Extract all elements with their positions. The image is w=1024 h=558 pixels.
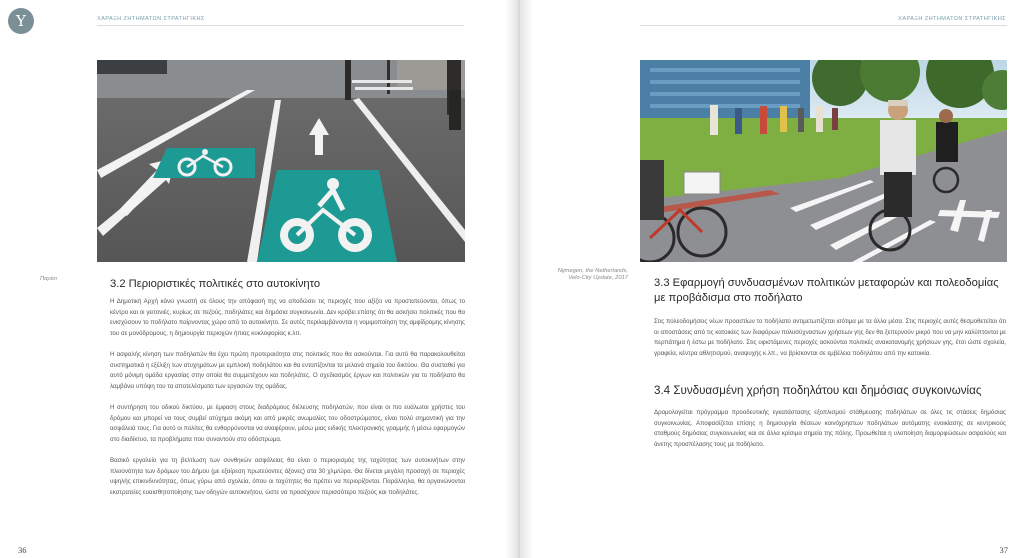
caption-line: Nijmegen, the Netherlands, xyxy=(557,268,628,274)
section-3-4-body xyxy=(654,408,1006,461)
section-3-2-title: 3.2 Περιοριστικές πολιτικές στο αυτοκίνητο xyxy=(110,278,321,290)
header-rule-left xyxy=(97,25,464,26)
section-3-4-title: 3.4 Συνδυασμένη χρήση ποδηλάτου και δημόσιας συγκοινωνίας xyxy=(654,384,982,397)
photo-cyclists-nijmegen xyxy=(640,60,1007,262)
section-3-3-title: 3.3 Εφαρμογή συνδυασμένων πολιτικών μεταφορών και πολεοδομίας με προβάδισμα στο ποδήλατο xyxy=(654,277,999,304)
paragraph: Δρομολογείται πρόγραμμα προοδευτικής εγκατάστασης εξοπλισμού στάθμευσης ποδηλάτων σε όλες τις στάσεις δημόσιας συγκοινωνίας. Αποφασίζεται επίσης η δημιουργία θέσεων κοινόχρηστων ποδηλάτων αυτόματης ενοικίασης σε κεντρικούς σταθμούς δημόσιας συγκοινωνίας και σε άλλα κρίσιμα σημεία της πόλης. Προωθείται η υλοποίηση διαμορφώσεων ασφαλούς και άνετης προσπέλασης τους με ποδήλατο. xyxy=(654,409,1006,448)
photo-bike-lane-paris xyxy=(97,60,465,262)
running-header-right: ΧΑΡΑΞΗ ΖΗΤΗΜΑΤΩΝ ΣΤΡΑΤΗΓΙΚΗΣ xyxy=(898,16,1006,22)
book-gutter xyxy=(505,0,533,558)
paragraph: Η ασφαλής κίνηση των ποδηλατών θα έχει πρώτη προτεραιότητα στις πολιτικές που θα ασκούνται. Για αυτό θα παρακολουθείται συστηματικά η εξέλιξη των ατυχημάτων με εμπλοκή ποδηλάτου και θα εντοπίζονται τα μελανά σημεία του δικτύου. Θα συσταθεί για αυτό μόνιμη ομάδα εργασίας στην οποία θα συμμετέχουν και ποδηλάτες. Ο σχεδιασμός έργων και πολιτικών για το ποδήλατο θα λαμβάνει υπόψη του τα αποτελέσματα των εργασιών της ομάδας. xyxy=(110,350,465,390)
page-number-left: 36 xyxy=(18,545,27,555)
paragraph: Η συντήρηση του οδικού δικτύου, με έμφαση στους διαδρόμους διέλευσης ποδηλατών, που είναι οι πιο ευάλωτοι χρήστες του δρόμου και μπορεί να τους συμβεί ατύχημα ακόμη και από μικρές ανωμαλίες του οδοστρώματος, είναι πολύ σημαντική για την ασφάλειά τους. Για αυτό οι πολίτες θα ενθαρρύνονται να αναφέρουν, μέσω μιας ειδικής πλεκτρονικής γραμμής ή μέσω εφαρμογών στο διαδίκτυο, τα προβλήματα που συναντούν στο οδόστρωμα. xyxy=(110,403,465,443)
paragraph: Στις πολεοδομήσεις νέων προαστίων το ποδήλατο αντιμετωπίζεται ισότιμα με τα άλλα μέσα. Στις περιοχές αυτές θεσμοθετείται ότι οι αποστάσεις από τις κατοικίες των διαφόρων πολυσύχναστων χρήσεων γης δεν θα ξεπερνούν μικρό που να μην καλύπτονται με περπάτημα ή έστω με ποδήλατο. Στις υφιστάμενες περιοχές ασκούνται πολιτικές ανακατανομής χρήσεων γης, έτσι ώστε σχολεία, γραφεία, κέντρα αθλητισμού, αναψυχής κ.λπ., να βρίσκονται σε εμβέλεια ποδηλάτου από την κατοικία. xyxy=(654,318,1006,357)
caption-line: Velo-City Update, 2017 xyxy=(568,275,628,281)
section-3-3-body xyxy=(654,317,1006,370)
paragraph: Βασικό εργαλείο για τη βελτίωση των συνθηκών ασφάλειας θα είναι ο περιορισμός της ταχύτητας των αυτοκινήτων στην πλειονότητα των δρόμων του Δήμου (με εξαίρεση πρωτεύοντες άξονες) στα 30 χλμ/ώρα. Θα δίνεται μεγάλη προσοχή σε περιοχές υψηλής επικινδυνότητας, όπως γύρω από σχολεία, όπου οι ταχύτητες θα πρέπει να περιορίζονται. Παράλληλα, θα οργανώνονται εκστρατείες ευαισθητοποίησης των οδηγών αυτοκινήτου, ώστε να προσέχουν περισσότερο πεζούς και ποδηλάτες. xyxy=(110,456,465,496)
page-number-right: 37 xyxy=(999,545,1008,555)
section-3-2-body xyxy=(110,297,465,509)
paragraph: Η Δημοτική Αρχή κάνει γνωστή σε όλους την απόφασή της να αποδώσει τις περιοχές που αξίζει να προστατεύονται, όπως το κέντρο και οι γειτονιές, κυρίως σε πεζούς, ποδηλάτες και δημόσια συγκοινωνία. Δεν κρύβει επίσης ότι θα ασκήσει πολιτικές που θα ενισχύσουν το ποδήλατο παίρνοντας χώρο από το αυτοκίνητο. Σε αυτές περιλαμβάνονται η νομιμοποίηση της αμφίδρομης κίνησης του σε μονόδρομους, η δημιουργία περιοχών ήπιας κυκλοφορίας κ.λπ. xyxy=(110,298,465,337)
header-rule-right xyxy=(640,25,1007,26)
running-header-left: ΧΑΡΑΞΗ ΖΗΤΗΜΑΤΩΝ ΣΤΡΑΤΗΓΙΚΗΣ xyxy=(97,16,205,22)
chapter-badge: Y xyxy=(8,8,34,34)
photo-caption-left: Παρίσι xyxy=(40,276,57,282)
photo-caption-right xyxy=(548,268,628,282)
